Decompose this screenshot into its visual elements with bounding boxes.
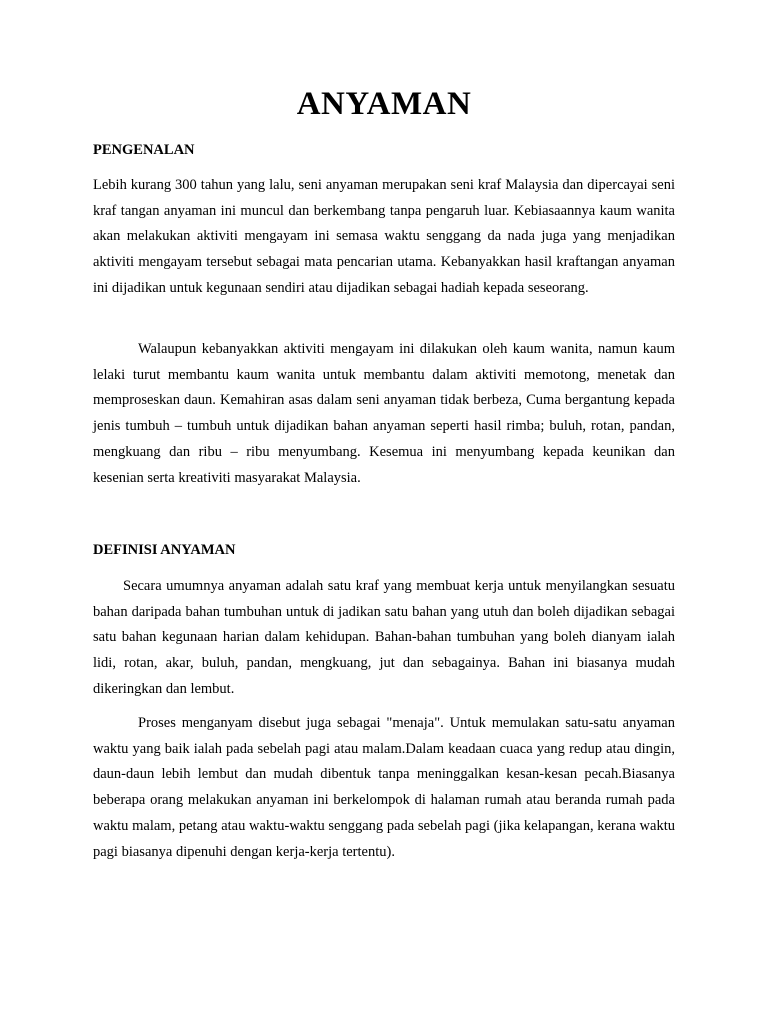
section-heading-pengenalan: PENGENALAN bbox=[93, 142, 195, 158]
document-title: ANYAMAN bbox=[296, 86, 472, 122]
section-heading-definisi: DEFINISI ANYAMAN bbox=[93, 542, 236, 558]
paragraph-definisi-2: Proses menganyam disebut juga sebagai "menaja". Untuk memulakan satu-satu anyaman waktu yang baik ialah pada sebelah pagi atau malam.Dalam keadaan cuaca yang redup atau dingin, daun-daun lebih lembut dan mudah dibentuk tanpa meninggalkan kesan-kesan pecah.Biasanya beberapa orang melakukan anyaman ini berkelompok di halaman rumah atau beranda rumah pada waktu malam, petang atau waktu-waktu senggang pada sebelah pagi (jika kelapangan, kerana waktu pagi biasanya dipenuhi dengan kerja-kerja tertentu). bbox=[93, 715, 675, 860]
paragraph-definisi-1: Secara umumnya anyaman adalah satu kraf yang membuat kerja untuk menyilangkan sesuatu bahan daripada bahan tumbuhan untuk di jadikan satu bahan yang utuh dan boleh dijadikan sebagai satu bahan kegunaan harian dalam kehidupan. Bahan-bahan tumbuhan yang boleh dianyam ialah lidi, rotan, akar, buluh, pandan, mengkuang, jut dan sebagainya. Bahan ini biasanya mudah dikeringkan dan lembut. bbox=[93, 578, 675, 697]
paragraph-pengenalan-1: Lebih kurang 300 tahun yang lalu, seni anyaman merupakan seni kraf Malaysia dan dipercayai seni kraf tangan anyaman ini muncul dan berkembang tanpa pengaruh luar. Kebiasaannya kaum wanita akan melakukan aktiviti mengayam ini semasa waktu senggang da nada juga yang menjadikan aktiviti mengayam tersebut sebagai mata pencarian utama. Kebanyakkan hasil kraftangan anyaman ini dijadikan untuk kegunaan sendiri atau dijadikan sebagai hadiah kepada seseorang. bbox=[93, 177, 675, 296]
paragraph-pengenalan-2: Walaupun kebanyakkan aktiviti mengayam ini dilakukan oleh kaum wanita, namun kaum lelaki turut membantu kaum wanita untuk membantu dalam aktiviti memotong, menetak dan memproseskan daun. Kemahiran asas dalam seni anyaman tidak berbeza, Cuma bergantung kepada jenis tumbuh – tumbuh untuk dijadikan bahan anyaman seperti hasil rimba; buluh, rotan, pandan, mengkuang dan ribu – ribu menyumbang. Kesemua ini menyumbang kepada keunikan dan kesenian serta kreativiti masyarakat Malaysia. bbox=[93, 341, 675, 486]
